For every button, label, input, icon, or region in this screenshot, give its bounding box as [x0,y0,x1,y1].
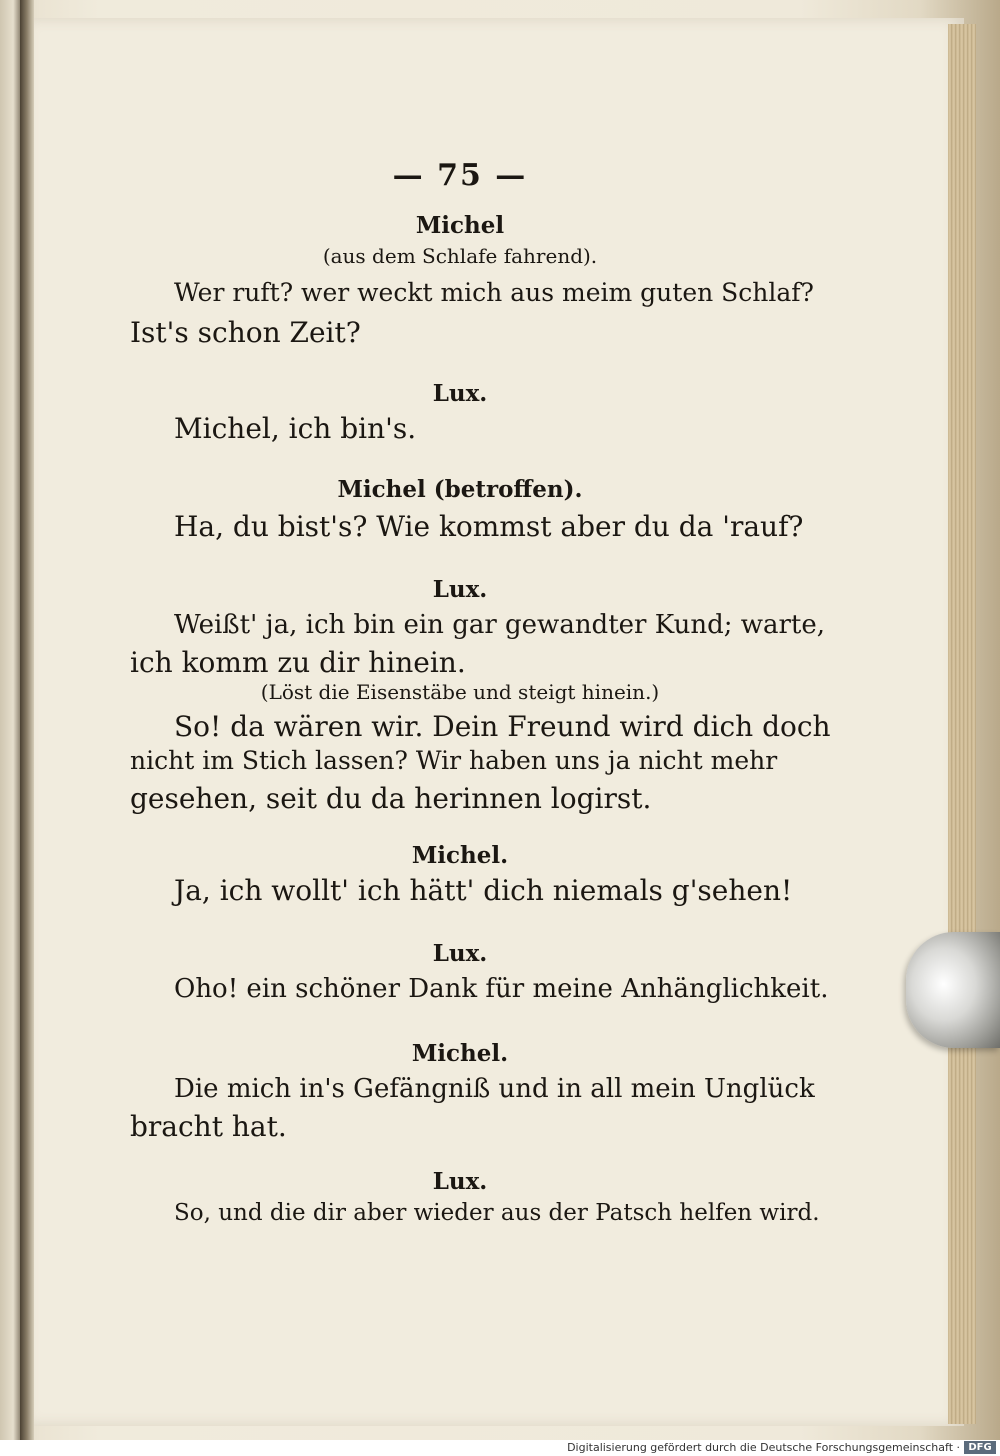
facing-page-edge [0,0,22,1440]
text-line: gesehen, seit du da herinnen logirst. [130,782,652,815]
stage-direction: (aus dem Schlafe fahrend). [322,244,598,268]
funding-credit: Digitalisierung gefördert durch die Deutsche Forschungsgemeinschaft · [567,1441,960,1454]
text-line: Ha, du bist's? Wie kommst aber du da 'rauf? [174,510,804,543]
text-line: Ja, ich wollt' ich hätt' dich niemals g'sehen! [174,874,793,907]
dfg-logo: DFG [964,1441,996,1454]
speaker-name: Lux. [432,576,488,603]
text-line: So, und die dir aber wieder aus der Patsch helfen wird. [174,1200,820,1226]
speaker-name: Michel (betroffen). [337,476,583,503]
text-line: Oho! ein schöner Dank für meine Anhänglichkeit. [174,974,829,1004]
speaker-name: Michel. [411,1040,509,1067]
speaker-name: Lux. [432,380,488,407]
text-line: bracht hat. [130,1110,287,1143]
page-clip [906,932,1000,1048]
stage-direction: (Löst die Eisenstäbe und steigt hinein.) [260,680,660,704]
text-line: Weißt' ja, ich bin ein gar gewandter Kund; warte, [174,610,826,640]
speaker-name: Michel. [411,842,509,869]
page-stack-edge [948,24,976,1424]
footer-bar [0,1440,1000,1456]
text-line: Michel, ich bin's. [174,412,417,445]
text-line: Die mich in's Gefängniß und in all mein Unglück [174,1074,815,1104]
book-gutter [20,0,34,1440]
text-line: Ist's schon Zeit? [130,316,361,349]
speaker-name: Lux. [432,1168,488,1195]
speaker-name: Lux. [432,940,488,967]
speaker-name: Michel [415,212,505,239]
text-line: ich komm zu dir hinein. [130,646,466,679]
text-line: Wer ruft? wer weckt mich aus meim guten Schlaf? [174,278,814,307]
page-number: — 75 — [392,158,528,193]
text-line: nicht im Stich lassen? Wir haben uns ja nicht mehr [130,746,778,775]
text-line: So! da wären wir. Dein Freund wird dich doch [174,710,831,743]
